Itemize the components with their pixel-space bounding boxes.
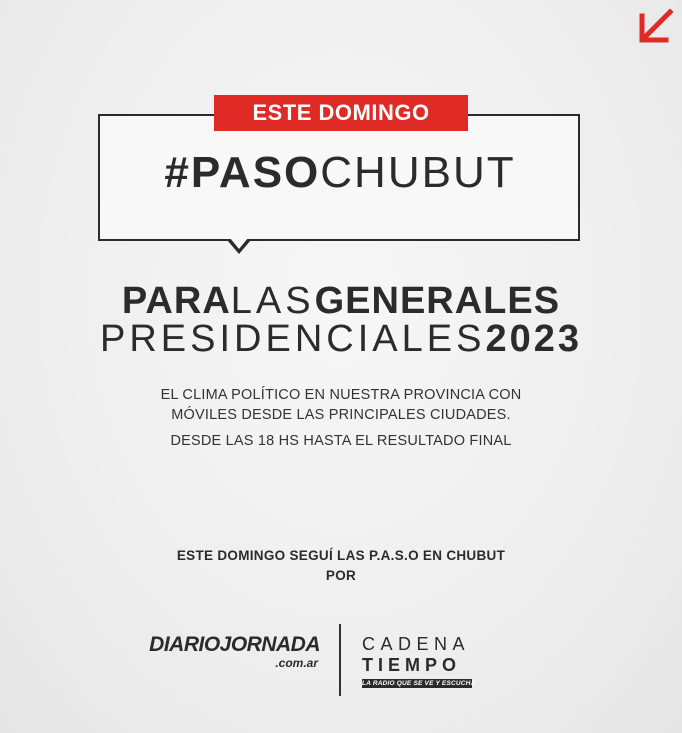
radio-tagline: LA RADIO QUE SE VE Y ESCUCHA [362, 680, 476, 687]
headline-line-2: PRESIDENCIALES2023 [100, 318, 582, 360]
arrow-down-left-icon [636, 8, 676, 48]
diario-logo-name: DIARIOJORNADA [149, 633, 320, 656]
logo-divider [339, 624, 341, 696]
hashtag-light: CHUBUT [320, 148, 516, 197]
description-line-1: EL CLIMA POLÍTICO EN NUESTRA PROVINCIA CON [160, 387, 522, 403]
cta-line-2: POR [325, 568, 357, 583]
diariojornada-logo [132, 634, 320, 670]
description-line-2: MÓVILES DESDE LAS PRINCIPALES CIUDADES. [171, 407, 511, 423]
cadena-logo-word: CADENA [362, 634, 471, 654]
hashtag-title [100, 148, 580, 198]
cta-line-1: ESTE DOMINGO SEGUÍ LAS P.A.S.O EN CHUBUT [176, 548, 506, 563]
description-line-3: DESDE LAS 18 HS HASTA EL RESULTADO FINAL [170, 433, 512, 449]
hashtag-bold: #PASO [164, 148, 321, 197]
diario-logo-domain: .com.ar [275, 656, 318, 670]
headline-line-1: PARALASGENERALES [121, 280, 561, 322]
este-domingo-badge: ESTE DOMINGO [214, 95, 468, 131]
cadena-tiempo-logo [362, 634, 476, 688]
tiempo-logo-word: TIEMPO [362, 655, 462, 675]
